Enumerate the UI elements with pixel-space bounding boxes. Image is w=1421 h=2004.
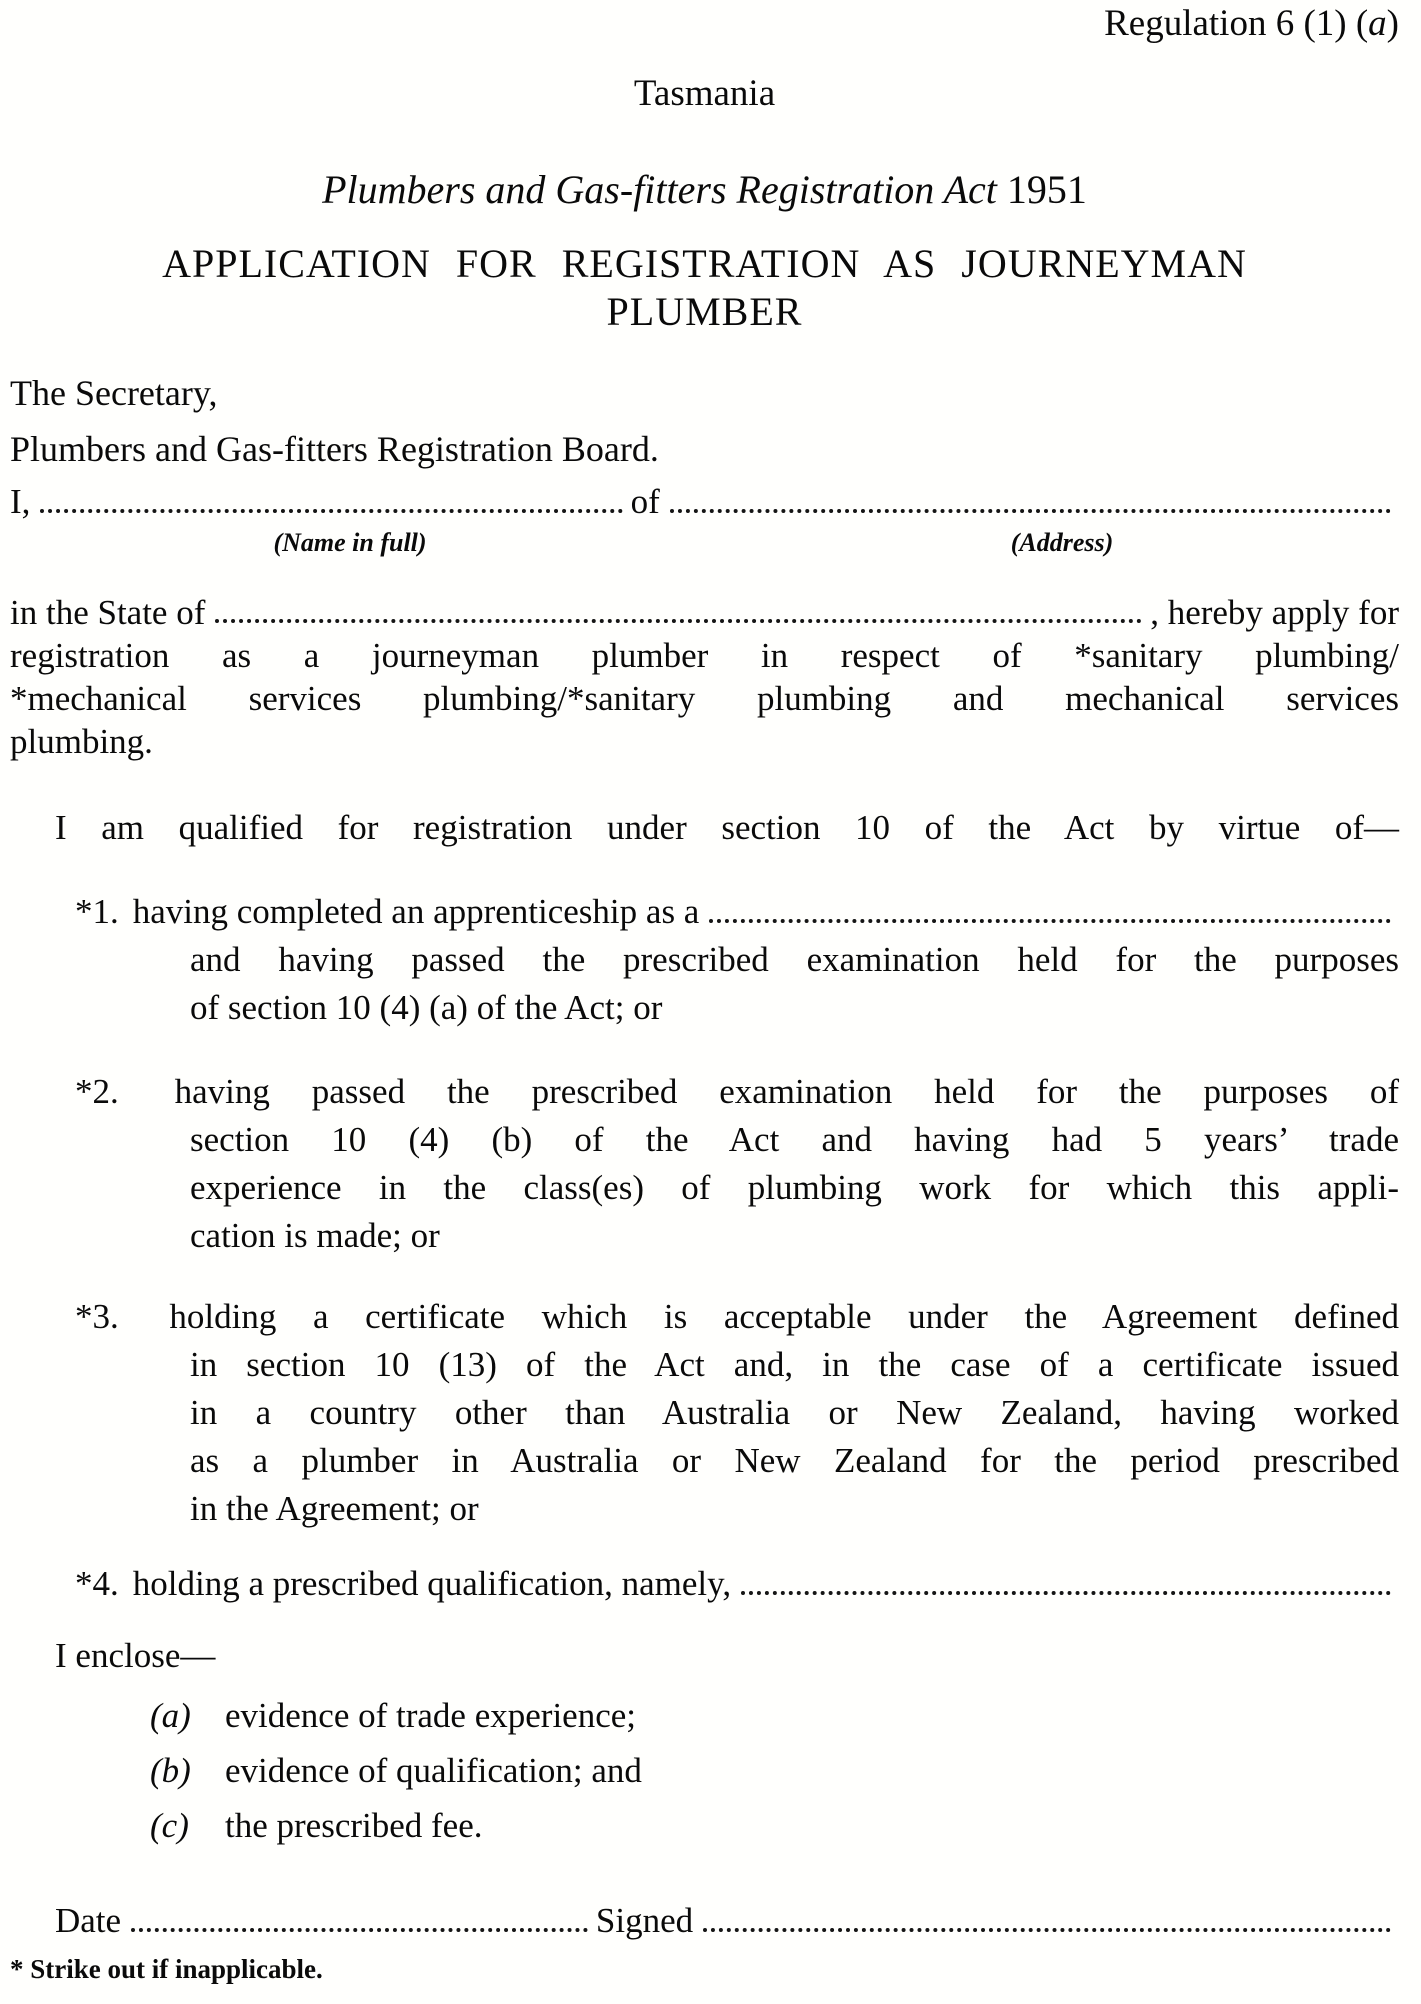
enclosure-a [10, 1694, 1399, 1738]
enclosure-b-marker: (b) [150, 1751, 191, 1790]
enclosure-c [10, 1804, 1399, 1848]
address-field-label: (Address) [1010, 528, 1114, 557]
signature-row [10, 1897, 1399, 1945]
applicant-row [10, 478, 1399, 526]
state-line-suffix: , hereby apply for [1150, 593, 1399, 632]
clause-3 [10, 1293, 1399, 1533]
clause-2 [10, 1068, 1399, 1260]
clause-2-cont1: section 10 (4) (b) of the Act and having had 5 years’ trade [190, 1120, 1399, 1159]
name-input-line[interactable] [40, 509, 622, 513]
applicant-prefix: I, [10, 482, 31, 521]
state-of-line [10, 591, 1399, 634]
paragraph-line4: plumbing. [10, 722, 153, 761]
state-heading: Tasmania [633, 73, 776, 114]
clause-3-line1 [75, 1293, 1399, 1341]
clause-1-line1 [75, 888, 1399, 936]
enclosure-a-marker: (a) [150, 1696, 191, 1735]
regulation-close: ) [1386, 3, 1399, 44]
clause-2-cont2: experience in the class(es) of plumbing work for which this appli- [190, 1168, 1399, 1207]
paragraph-line2: registration as a journeyman plumber in respect of *sanitary plumbing/ [10, 636, 1399, 675]
application-paragraph [10, 591, 1399, 763]
name-field-label: (Name in full) [273, 528, 427, 557]
enclosure-b-text: evidence of qualification; and [225, 1751, 642, 1790]
act-title-line [10, 166, 1399, 214]
clause-3-marker: *3. [75, 1297, 119, 1336]
addressee-board: Plumbers and Gas-fitters Registration Board. [10, 429, 659, 469]
clause-3-cont3: as a plumber in Australia or New Zealand for the period prescribed [190, 1441, 1399, 1480]
clause-3-cont4: in the Agreement; or [190, 1489, 479, 1528]
clause-1-cont1: and having passed the prescribed examination held for the purposes [190, 940, 1399, 979]
form-title-line1: APPLICATION FOR REGISTRATION AS JOURNEYMAN [162, 241, 1247, 286]
signed-input-line[interactable] [703, 1928, 1391, 1932]
clause-2-cont3: cation is made; or [190, 1216, 440, 1255]
clause-4-line1 [75, 1560, 1399, 1608]
state-line-prefix: in the State of [10, 593, 206, 632]
enclosure-c-text: the prescribed fee. [225, 1806, 483, 1845]
enclosure-c-marker: (c) [150, 1806, 189, 1845]
apprenticeship-input-line[interactable] [709, 919, 1391, 923]
clause-4 [10, 1560, 1399, 1608]
clause-1 [10, 888, 1399, 1032]
act-year: 1951 [1006, 167, 1087, 212]
clause-2-text: having passed the prescribed examination held for the purposes of [174, 1072, 1399, 1111]
enclosure-a-text: evidence of trade experience; [225, 1696, 636, 1735]
clause-1-marker: *1. [75, 892, 119, 931]
state-input-line[interactable] [215, 619, 1142, 623]
address-input-line[interactable] [670, 509, 1391, 513]
addressee-secretary: The Secretary, [10, 373, 218, 413]
strike-out-footnote: * Strike out if inapplicable. [10, 1954, 323, 1984]
clause-4-marker: *4. [75, 1564, 119, 1603]
applicant-connector: of [630, 482, 660, 521]
date-label: Date [55, 1901, 122, 1940]
date-input-line[interactable] [131, 1928, 588, 1932]
clause-3-text: holding a certificate which is acceptable under the Agreement defined [169, 1297, 1399, 1336]
signed-label: Signed [595, 1901, 694, 1940]
enclosure-b [10, 1749, 1399, 1793]
regulation-letter: a [1368, 3, 1387, 44]
clause-1-text: having completed an apprenticeship as a [132, 892, 700, 931]
act-title: Plumbers and Gas-fitters Registration Act [322, 167, 997, 212]
paragraph-line3: *mechanical services plumbing/*sanitary plumbing and mechanical services [10, 679, 1399, 718]
regulation-text: Regulation 6 (1) ( [1104, 3, 1369, 44]
clause-2-marker: *2. [75, 1072, 119, 1111]
clause-4-text: holding a prescribed qualification, namely, [132, 1564, 732, 1603]
clause-3-cont1: in section 10 (13) of the Act and, in the case of a certificate issued [190, 1345, 1399, 1384]
clause-3-cont2: in a country other than Australia or New Zealand, having worked [190, 1393, 1399, 1432]
regulation-reference [10, 2, 1399, 46]
prescribed-qualification-input-line[interactable] [741, 1591, 1391, 1595]
clause-2-line1 [75, 1068, 1399, 1116]
field-labels-row [10, 526, 1399, 560]
enclose-heading: I enclose— [55, 1636, 216, 1675]
clause-1-cont2: of section 10 (4) (a) of the Act; or [190, 988, 663, 1027]
qualification-intro: I am qualified for registration under section 10 of the Act by virtue of— [55, 808, 1399, 847]
form-title-line2: PLUMBER [606, 289, 803, 334]
